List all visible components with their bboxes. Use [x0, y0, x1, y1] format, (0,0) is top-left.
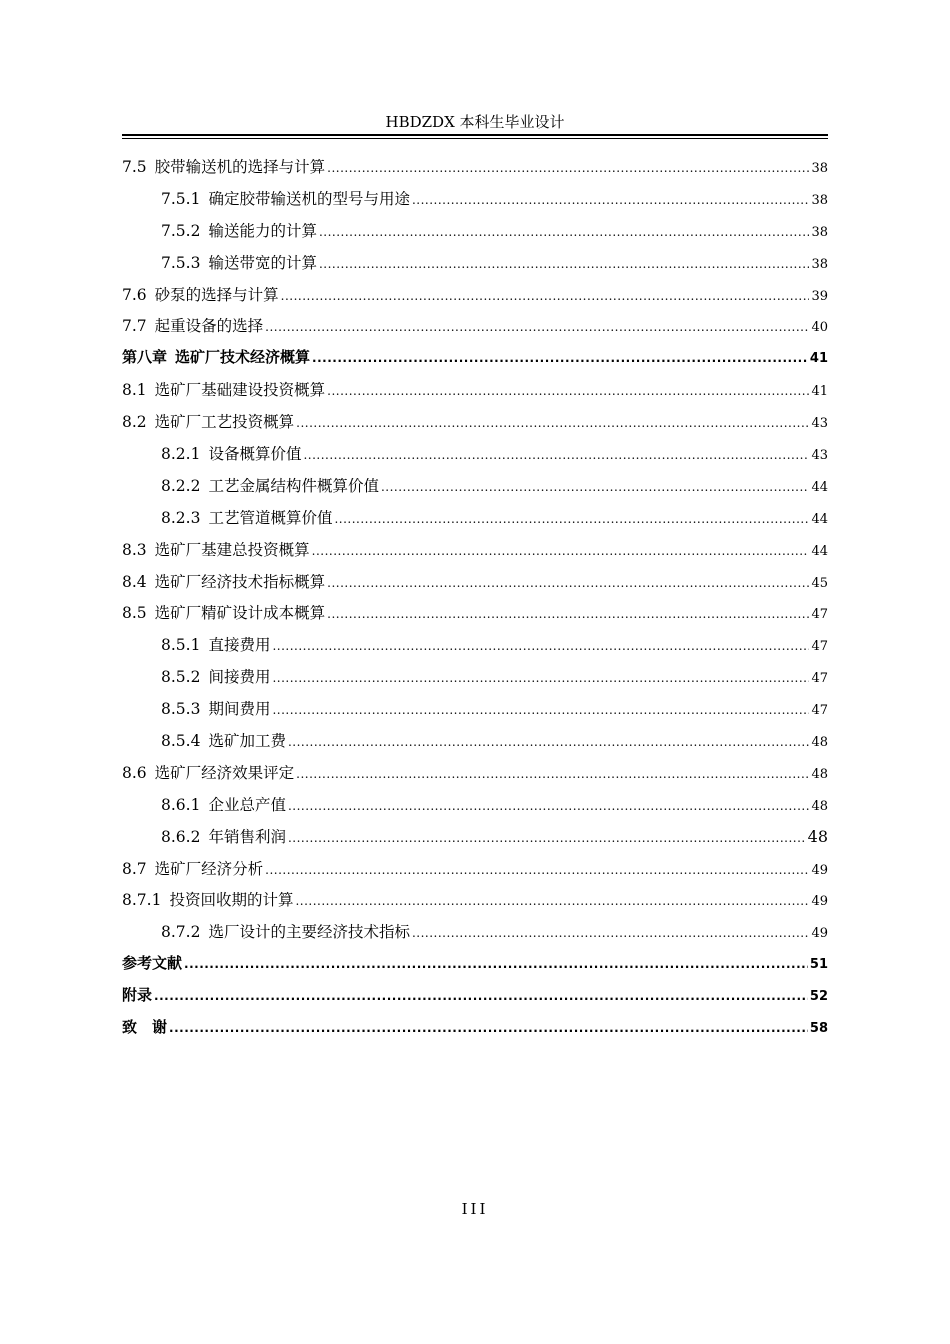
toc-entry-page: 39 [811, 288, 828, 304]
toc-entry-title: 选矿厂基础建设投资概算 [154, 381, 326, 400]
toc-entry[interactable] [122, 633, 828, 665]
toc-entry-page: 47 [811, 703, 828, 719]
toc-entry-number: 8.6.2 [161, 827, 201, 846]
header-rule-thin [122, 138, 828, 139]
toc-entry-title: 砂泵的选择与计算 [154, 285, 279, 304]
toc-leader-dots [319, 225, 809, 239]
toc-entry[interactable] [122, 888, 828, 920]
toc-entry[interactable] [122, 729, 828, 761]
page-number: III [461, 1200, 489, 1218]
toc-entry-page: 38 [811, 256, 828, 272]
toc-entry[interactable] [122, 474, 828, 506]
toc-entry-number: 8.7 [122, 859, 147, 878]
toc-entry-title: 选矿厂基建总投资概算 [154, 540, 310, 559]
toc-entry[interactable] [122, 952, 828, 984]
toc-entry-title: 工艺金属结构件概算价值 [208, 476, 379, 495]
toc-entry-number: 7.5.2 [161, 221, 201, 240]
toc-entry-title: 设备概算价值 [208, 445, 302, 464]
toc-entry-page: 47 [811, 607, 828, 623]
toc-entry-page: 49 [811, 862, 828, 878]
toc-entry-title: 选矿厂技术经济概算 [175, 348, 311, 367]
toc-entry-number: 7.6 [122, 285, 147, 304]
toc-entry[interactable] [122, 283, 828, 315]
toc-leader-dots [154, 989, 808, 1003]
toc-entry-page: 44 [811, 511, 828, 527]
toc-entry-number: 8.5.3 [161, 700, 201, 719]
toc-entry[interactable] [122, 442, 828, 474]
toc-leader-dots [288, 831, 806, 845]
toc-entry-number: 8.7.2 [161, 923, 201, 942]
toc-entry-number: 8.2.1 [161, 445, 201, 464]
toc-entry-number: 8.7.1 [122, 891, 162, 910]
toc-entry-number: 7.5.3 [161, 253, 201, 272]
toc-entry-page: 48 [811, 766, 828, 782]
toc-entry-page: 44 [811, 543, 828, 559]
toc-leader-dots [327, 607, 809, 621]
toc-entry-number: 8.2.3 [161, 508, 201, 527]
toc-entry-title: 直接费用 [208, 636, 271, 655]
toc-leader-dots [272, 639, 809, 653]
toc-entry-number: 8.2 [122, 413, 147, 432]
table-of-contents [122, 155, 828, 1048]
toc-leader-dots [296, 767, 809, 781]
toc-entry-number: 8.5.2 [161, 668, 201, 687]
toc-entry[interactable] [122, 1016, 828, 1048]
toc-leader-dots [412, 926, 809, 940]
toc-entry-title: 年销售利润 [208, 827, 286, 846]
toc-entry[interactable] [122, 665, 828, 697]
header-rule-thick [122, 134, 828, 136]
toc-entry-page: 45 [811, 575, 828, 591]
toc-leader-dots [272, 671, 809, 685]
toc-entry-title: 选矿厂经济技术指标概算 [154, 572, 326, 591]
toc-entry-number: 8.5.1 [161, 636, 201, 655]
toc-entry-title: 参考文献 [122, 954, 183, 973]
toc-leader-dots [312, 351, 808, 365]
toc-entry-page: 49 [811, 894, 828, 910]
toc-leader-dots [327, 576, 809, 590]
toc-entry[interactable] [122, 697, 828, 729]
toc-entry-number: 7.5 [122, 158, 147, 176]
toc-entry-number: 8.5 [122, 604, 147, 623]
toc-entry[interactable] [122, 219, 828, 251]
toc-leader-dots [296, 416, 809, 430]
toc-entry[interactable] [122, 570, 828, 602]
toc-entry-title: 确定胶带输送机的型号与用途 [208, 189, 410, 208]
toc-entry[interactable] [122, 793, 828, 825]
toc-entry-title: 输送能力的计算 [208, 221, 317, 240]
toc-entry-number: 8.6 [122, 763, 147, 782]
toc-entry-number: 8.2.2 [161, 476, 201, 495]
toc-entry-title: 投资回收期的计算 [169, 891, 294, 910]
toc-leader-dots [327, 161, 809, 175]
toc-entry-page: 49 [811, 926, 828, 942]
toc-leader-dots [169, 1021, 808, 1035]
toc-entry-page: 47 [811, 639, 828, 655]
toc-entry-title: 企业总产值 [208, 795, 286, 814]
toc-entry-title: 致 谢 [122, 1018, 168, 1037]
toc-entry[interactable] [122, 378, 828, 410]
toc-entry-title: 选矿厂工艺投资概算 [154, 413, 295, 432]
toc-leader-dots [381, 480, 809, 494]
toc-leader-dots [265, 320, 809, 334]
toc-entry-number: 8.5.4 [161, 732, 201, 751]
toc-entry-number: 8.4 [122, 572, 147, 591]
toc-leader-dots [288, 735, 809, 749]
toc-entry[interactable] [122, 920, 828, 952]
toc-leader-dots [295, 894, 809, 908]
toc-entry-page: 47 [811, 671, 828, 687]
toc-entry-title: 间接费用 [208, 668, 271, 687]
toc-entry-title: 附录 [122, 986, 153, 1005]
toc-entry-page: 51 [809, 957, 828, 973]
toc-entry[interactable] [122, 761, 828, 793]
toc-entry-page: 52 [809, 989, 828, 1005]
toc-entry[interactable] [122, 251, 828, 283]
toc-entry-page: 43 [811, 448, 828, 464]
toc-entry-page: 41 [809, 351, 828, 367]
toc-entry[interactable] [122, 825, 828, 857]
toc-entry[interactable] [122, 155, 828, 187]
toc-entry-title: 选矿厂经济效果评定 [154, 763, 295, 782]
toc-entry-title: 选矿厂经济分析 [154, 859, 264, 878]
toc-entry-title: 胶带输送机的选择与计算 [154, 158, 326, 176]
toc-entry-title: 选矿厂精矿设计成本概算 [154, 604, 326, 623]
toc-leader-dots [312, 544, 810, 558]
toc-entry-page: 38 [811, 161, 828, 176]
toc-entry-number: 7.7 [122, 317, 147, 336]
toc-entry-page: 48 [807, 826, 828, 846]
toc-entry-page: 43 [811, 416, 828, 432]
toc-leader-dots [334, 512, 809, 526]
toc-leader-dots [281, 289, 810, 303]
toc-entry-title: 输送带宽的计算 [208, 253, 317, 272]
toc-entry[interactable] [122, 314, 828, 346]
toc-entry[interactable] [122, 506, 828, 538]
toc-entry-page: 44 [811, 479, 828, 495]
toc-entry[interactable] [122, 984, 828, 1016]
toc-entry[interactable] [122, 601, 828, 633]
toc-leader-dots [412, 193, 809, 207]
toc-entry-page: 58 [809, 1021, 828, 1037]
toc-entry[interactable] [122, 857, 828, 889]
toc-leader-dots [327, 384, 809, 398]
toc-entry[interactable] [122, 538, 828, 570]
toc-entry-page: 40 [811, 320, 828, 336]
toc-entry-number: 第八章 [122, 348, 168, 367]
toc-entry-number: 8.3 [122, 540, 147, 559]
toc-entry[interactable] [122, 346, 828, 378]
toc-entry-title: 起重设备的选择 [154, 317, 264, 336]
toc-entry-number: 7.5.1 [161, 189, 201, 208]
toc-leader-dots [288, 799, 809, 813]
toc-leader-dots [184, 957, 808, 971]
toc-entry-page: 38 [811, 192, 828, 208]
toc-entry-page: 48 [811, 798, 828, 814]
page-header: HBDZDX 本科生毕业设计 [385, 113, 565, 131]
toc-entry-title: 选矿加工费 [208, 732, 286, 751]
toc-entry[interactable] [122, 410, 828, 442]
toc-leader-dots [303, 448, 809, 462]
toc-entry-number: 8.1 [122, 381, 147, 400]
toc-entry[interactable] [122, 187, 828, 219]
toc-leader-dots [319, 257, 809, 271]
toc-entry-title: 选厂设计的主要经济技术指标 [208, 923, 410, 942]
toc-entry-page: 48 [811, 735, 828, 751]
toc-leader-dots [265, 863, 809, 877]
toc-entry-number: 8.6.1 [161, 795, 201, 814]
toc-entry-title: 工艺管道概算价值 [208, 508, 333, 527]
toc-leader-dots [272, 703, 809, 717]
toc-entry-title: 期间费用 [208, 700, 271, 719]
toc-entry-page: 41 [811, 384, 828, 400]
toc-entry-page: 38 [811, 224, 828, 240]
